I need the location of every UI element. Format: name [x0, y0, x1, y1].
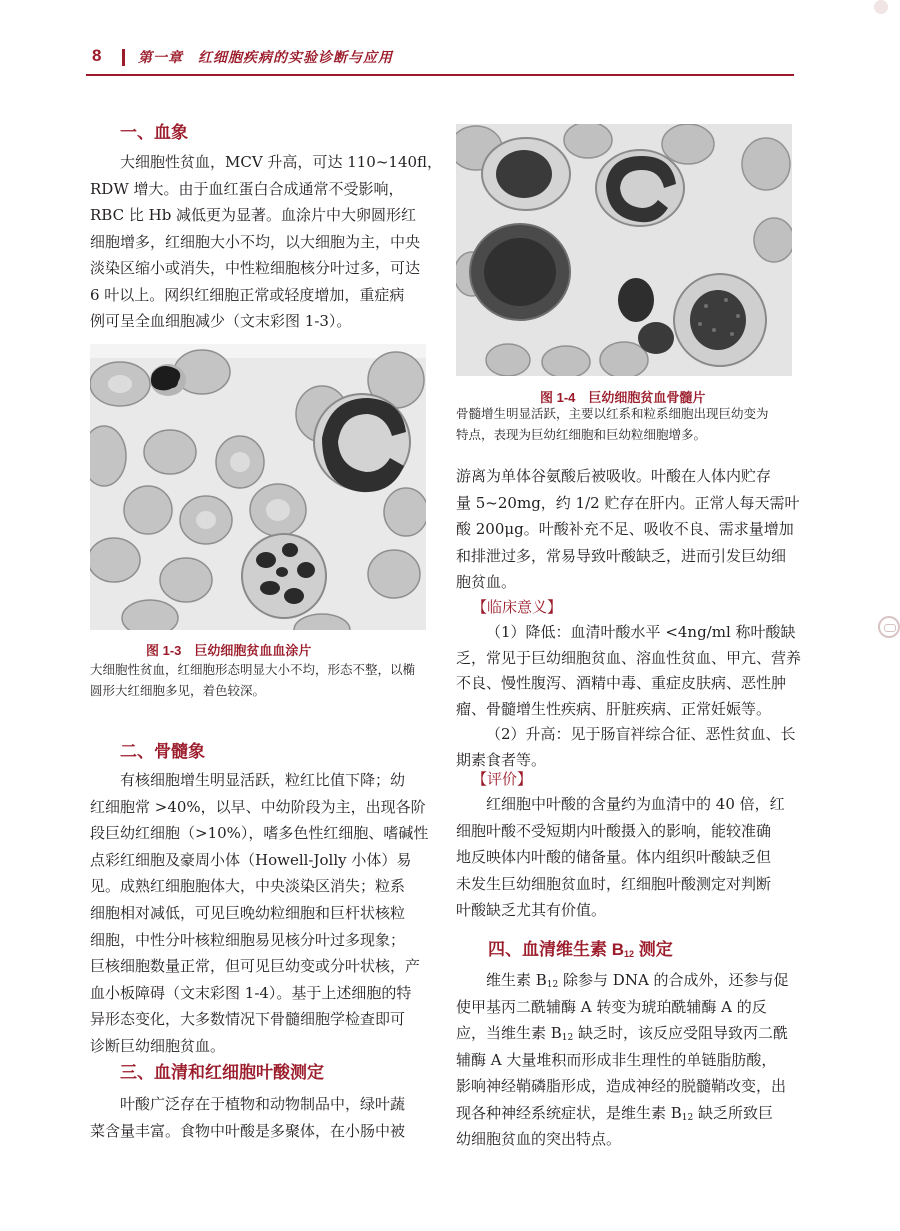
publisher-mark-icon	[878, 616, 900, 638]
paragraph-line: RDW 增大。由于血红蛋白合成通常不受影响，	[90, 179, 404, 198]
caption-line: 特点，表现为巨幼红细胞和巨幼粒细胞增多。	[456, 427, 707, 442]
paragraph-line: 叶酸广泛存在于植物和动物制品中，绿叶蔬	[120, 1095, 406, 1113]
paragraph-line	[456, 1048, 776, 1072]
line-text: 辅酶 A 大量堆积而形成非生理性的单链脂肪酸，	[456, 1050, 777, 1069]
paragraph-line: 未发生巨幼细胞贫血时，红细胞叶酸测定对判断	[456, 874, 772, 893]
section-heading-folate: 三、血清和红细胞叶酸测定	[120, 1063, 324, 1082]
figure-1-4-title: 图 1-4 巨幼细胞贫血骨髓片	[540, 390, 706, 405]
paragraph-line: 6 叶以上。网织红细胞正常或轻度增加，重症病	[90, 285, 405, 304]
caption-line: 大细胞性贫血，红细胞形态明显大小不均，形态不整，以椭	[90, 662, 416, 677]
paragraph-line: 见。成熟红细胞胞体大，中央淡染区消失；粒系	[90, 877, 406, 896]
paragraph-line: 血小板障碍（文末彩图 1-4）。基于上述细胞的特	[90, 983, 412, 1002]
paragraph-line: 游离为单体谷氨酸后被吸收。叶酸在人体内贮存	[456, 467, 772, 485]
paragraph-line: 点彩红细胞及豪周小体（Howell-Jolly 小体）易	[90, 850, 412, 869]
paragraph-line	[456, 1074, 786, 1098]
caption-line: 圆形大红细胞多见，着色较深。	[90, 683, 266, 698]
paragraph-line	[456, 1101, 773, 1130]
paragraph-line: 有核细胞增生明显活跃，粒红比值下降；幼	[120, 771, 406, 789]
line-text: 缺乏时，该反应受阻导致丙二酰	[573, 1024, 789, 1042]
line-text: 使甲基丙二酰辅酶 A 转变为琥珀酰辅酶 A 的反	[456, 997, 767, 1016]
section-heading-blood: 一、血象	[120, 123, 188, 142]
line-text: 维生素 B	[486, 971, 547, 989]
paragraph-line: 细胞，中性分叶核粒细胞易见核分叶过多现象；	[90, 930, 406, 949]
paragraph-line	[456, 1021, 788, 1050]
paragraph-line: 量 5~20mg，约 1/2 贮存在肝内。正常人每天需叶	[456, 493, 800, 512]
figure-1-3-title: 图 1-3 巨幼细胞贫血血涂片	[146, 643, 312, 658]
line-text: 影响神经鞘磷脂形成，造成神经的脱髓鞘改变，出	[456, 1077, 787, 1095]
figure-1-4-image	[456, 124, 792, 376]
evaluation-heading: 【评价】	[472, 771, 533, 788]
line-text: 除参与 DNA 的合成外，还参与促	[558, 971, 789, 989]
section-heading-marrow: 二、骨髓象	[120, 742, 205, 761]
paragraph-line	[456, 995, 767, 1019]
b12-heading-sub: 12	[624, 949, 635, 959]
paragraph-line: 菜含量丰富。食物中叶酸是多聚体，在小肠中被	[90, 1122, 406, 1140]
paragraph-line: 酸 200μg。叶酸补充不足、吸收不良、需求量增加	[456, 520, 794, 538]
paragraph-line: 诊断巨幼细胞贫血。	[90, 1037, 226, 1055]
paragraph-line: 红细胞常 >40%，以早、中幼阶段为主，出现各阶	[90, 797, 426, 816]
subscript: 12	[561, 1033, 574, 1043]
paragraph-line: 细胞相对减低，可见巨晚幼粒细胞和巨杆状核粒	[90, 904, 406, 922]
paragraph-line	[486, 968, 789, 997]
figure-1-3-image	[90, 344, 426, 630]
subscript: 12	[546, 980, 559, 990]
b12-heading-prefix: 四、血清维生素 B	[488, 940, 624, 959]
line-text: 幼细胞贫血的突出特点。	[456, 1130, 622, 1148]
caption-line: 骨髓增生明显活跃，主要以红系和粒系细胞出现巨幼变为	[456, 406, 769, 421]
line-text: 应，当维生素 B	[456, 1024, 562, 1042]
paragraph-line: RBC 比 Hb 减低更为显著。血涂片中大卵圆形红	[90, 206, 417, 224]
paragraph-line: 叶酸缺乏尤其有价值。	[456, 901, 607, 919]
paragraph-line: 瘤、骨髓增生性疾病、肝脏疾病、正常妊娠等。	[456, 699, 772, 718]
corner-mark	[874, 0, 888, 14]
subscript: 12	[681, 1112, 694, 1123]
page-number: 8	[92, 46, 102, 65]
paragraph-line: 异形态变化，大多数情况下骨髓细胞学检查即可	[90, 1010, 406, 1029]
paragraph-line: 例可呈全血细胞减少（文末彩图 1-3）。	[90, 312, 352, 330]
paragraph-line: 细胞叶酸不受短期内叶酸摄入的影响，能较准确	[456, 821, 772, 840]
paragraph-line: 红细胞中叶酸的含量约为血清中的 40 倍，红	[486, 795, 785, 813]
line-text: 现各种神经系统症状，是维生素 B	[456, 1103, 682, 1122]
paragraph-line: 乏，常见于巨幼细胞贫血、溶血性贫血、甲亢、营养	[456, 648, 802, 667]
paragraph-line: 地反映体内叶酸的储备量。体内组织叶酸缺乏但	[456, 848, 772, 866]
header-rule	[86, 74, 794, 76]
clinical-significance-heading: 【临床意义】	[472, 599, 563, 616]
paragraph-line: （1）降低：血清叶酸水平 <4ng/ml 称叶酸缺	[486, 623, 796, 641]
paragraph-line	[456, 1127, 621, 1151]
paragraph-line: 不良、慢性腹泻、酒精中毒、重症皮肤病、恶性肿	[456, 674, 787, 692]
running-header	[92, 46, 800, 72]
header-separator	[122, 49, 125, 66]
line-text: 缺乏所致巨	[693, 1103, 774, 1122]
paragraph-line: 段巨幼红细胞（>10%），嗜多色性红细胞、嗜碱性	[90, 824, 429, 843]
section-heading-b12	[488, 935, 673, 960]
paragraph-line: 细胞增多，红细胞大小不均，以大细胞为主，中央	[90, 232, 421, 251]
paragraph-line: 胞贫血。	[456, 573, 517, 591]
paragraph-line: 巨核细胞数量正常，但可见巨幼变或分叶状核，产	[90, 957, 421, 976]
paragraph-line: 和排泄过多，常易导致叶酸缺乏，进而引发巨幼细	[456, 546, 787, 565]
paragraph-line: 期素食者等。	[456, 750, 547, 769]
chapter-title: 第一章 红细胞疾病的实验诊断与应用	[138, 50, 393, 66]
b12-heading-suffix: 测定	[634, 940, 673, 959]
paragraph-line: （2）升高：见于肠盲袢综合征、恶性贫血、长	[486, 725, 796, 743]
paragraph-line: 大细胞性贫血，MCV 升高，可达 110~140fl，	[120, 153, 443, 171]
paragraph-line: 淡染区缩小或消失，中性粒细胞核分叶过多，可达	[90, 259, 421, 277]
